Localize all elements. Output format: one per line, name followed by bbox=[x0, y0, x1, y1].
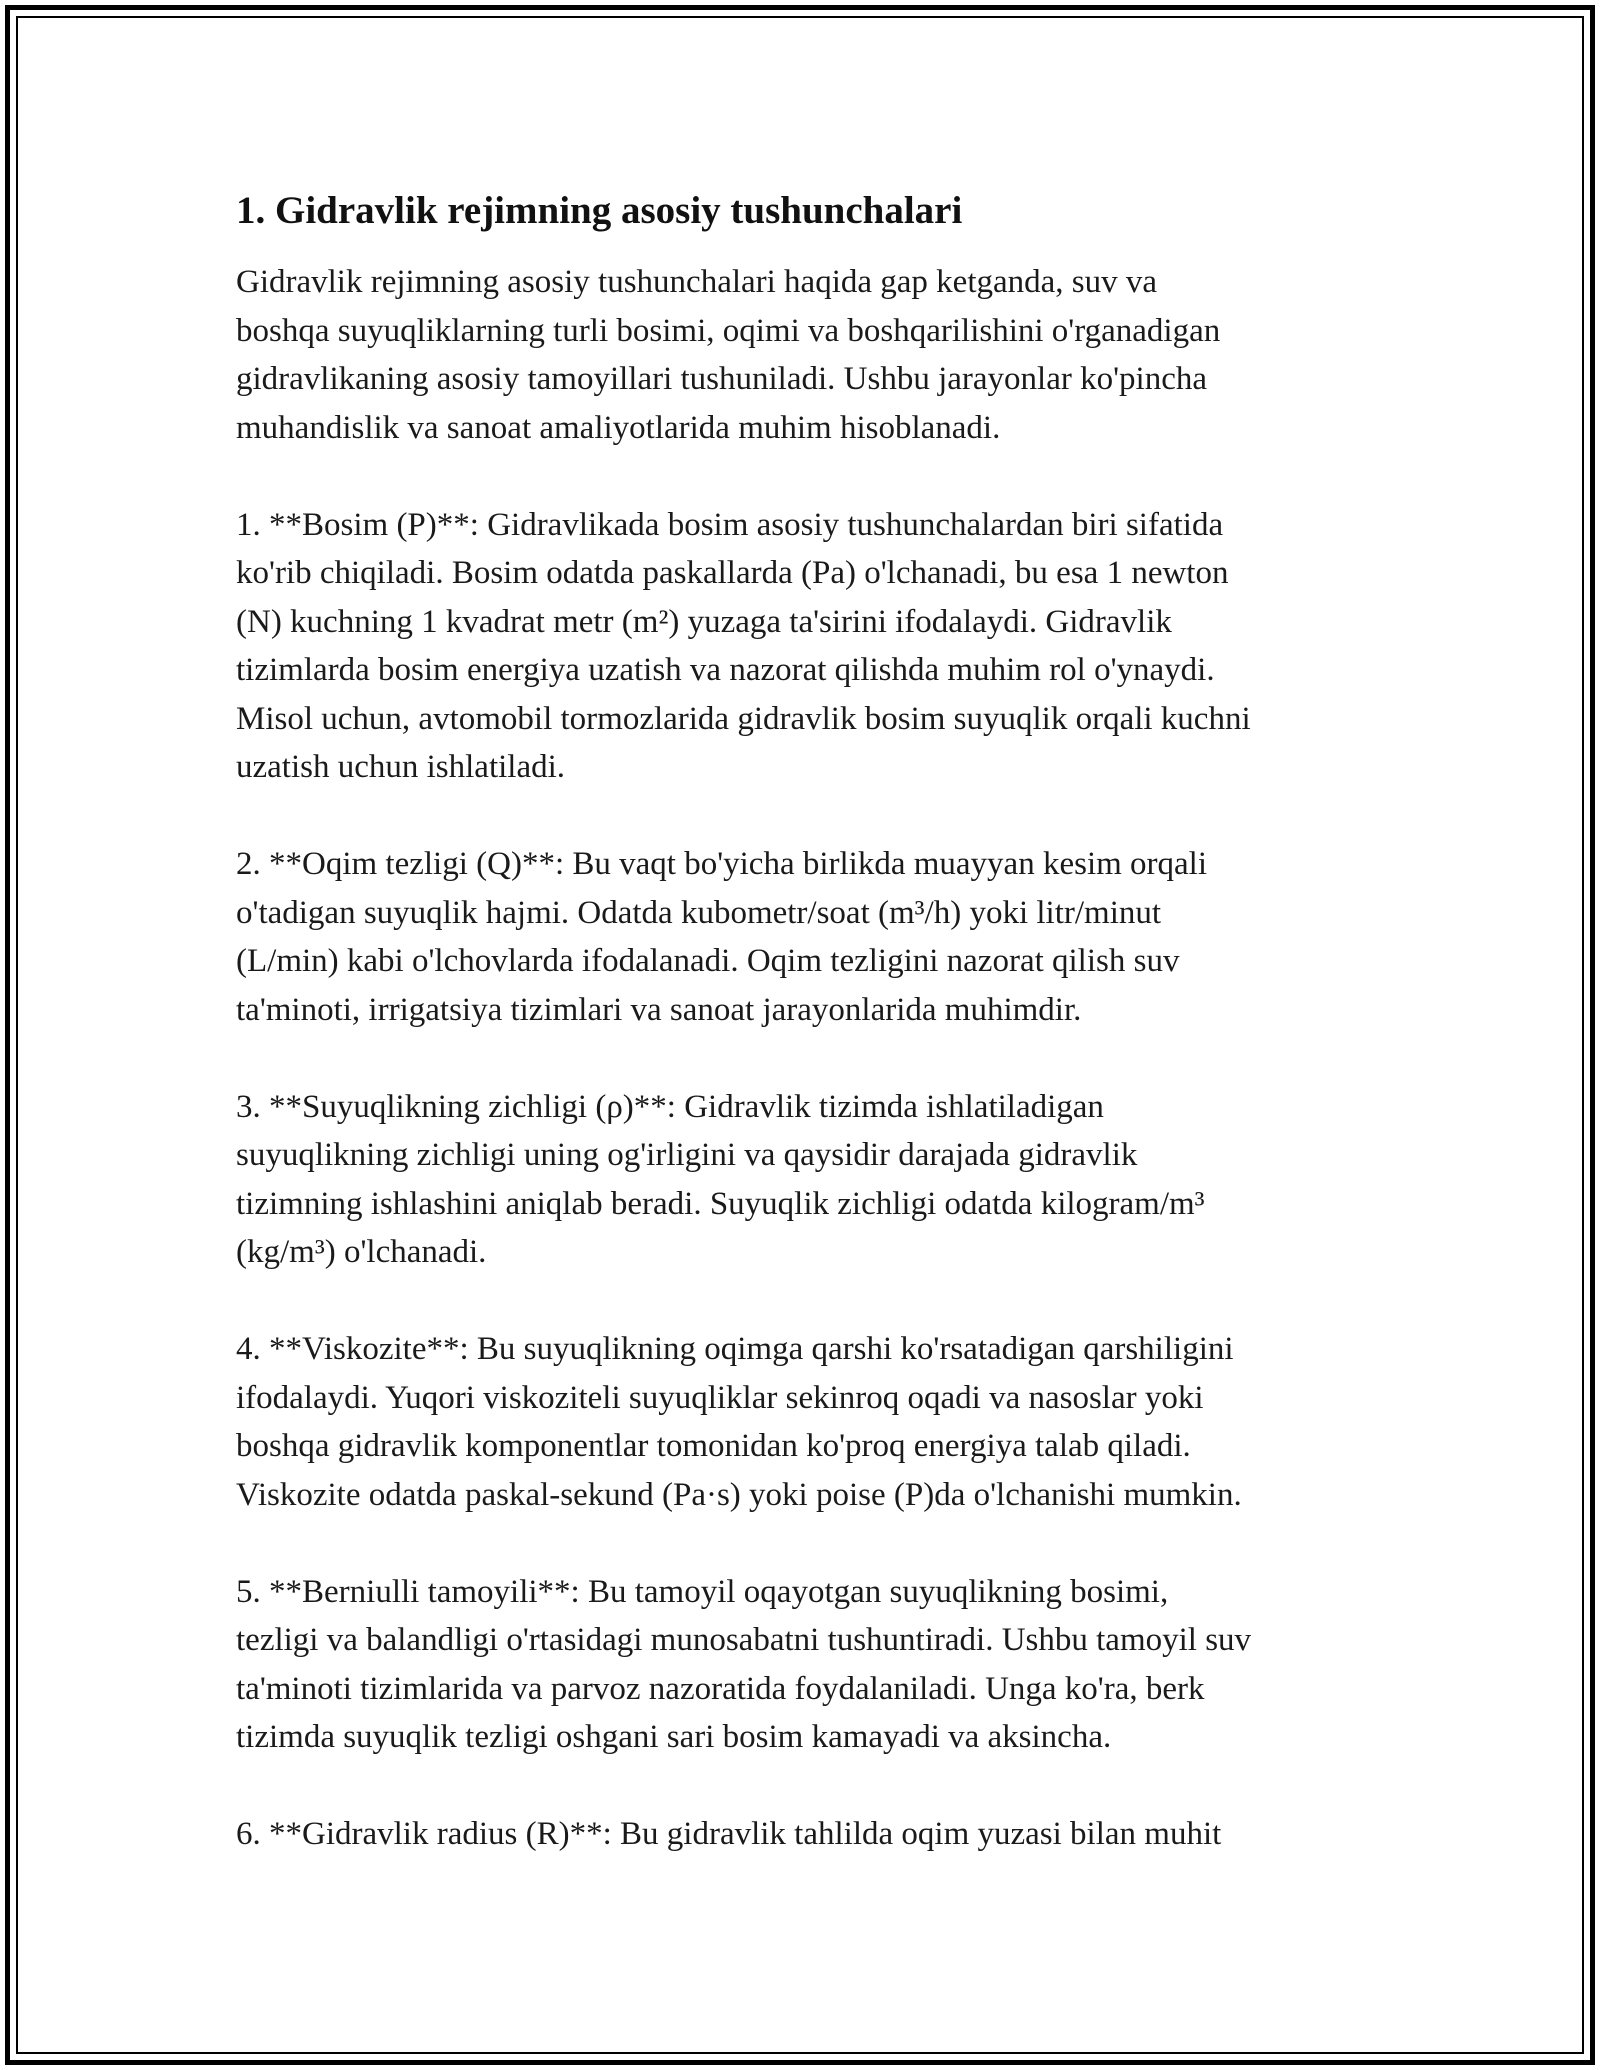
list-item-bernoulli: 5. **Berniulli tamoyili**: Bu tamoyil oqayotgan suyuqlikning bosimi, tezligi va balandligi o'rtasidagi munosabatni tushuntiradi. Ushbu tamoyil suv ta'minoti tizimlarida va parvoz nazoratida foydalaniladi. Unga ko'ra, berk tizimda suyuqlik tezligi oshgani sari bosim kamayadi va aksincha. bbox=[236, 1573, 1252, 1755]
list-item-hydraulic-radius: 6. **Gidravlik radius (R)**: Bu gidravlik tahlilda oqim yuzasi bilan muhit bbox=[236, 1816, 1222, 1852]
list-item-pressure: 1. **Bosim (P)**: Gidravlikada bosim asosiy tushunchalardan biri sifatida ko'rib chiqiladi. Bosim odatda paskallarda (Pa) o'lchanadi, bu esa 1 newton (N) kuchning 1 kvadrat metr (m²) yuzaga ta'sirini ifodalaydi. Gidravlik tizimlarda bosim energiya uzatish va nazorat qilishda muhim rol o'ynaydi. Misol uchun, avtomobil tormozlarida gidravlik bosim suyuqlik orqali kuchni uzatish uchun ishlatiladi. bbox=[236, 506, 1251, 785]
intro-paragraph: Gidravlik rejimning asosiy tushunchalari haqida gap ketganda, suv va boshqa suyuqliklarning turli bosimi, oqimi va boshqarilishini o'rganadigan gidravlikaning asosiy tamoyillari tushuniladi. Ushbu jarayonlar ko'pincha muhandislik va sanoat amaliyotlarida muhim hisoblanadi. bbox=[236, 264, 1221, 446]
list-item-flow-rate: 2. **Oqim tezligi (Q)**: Bu vaqt bo'yicha birlikda muayyan kesim orqali o'tadigan suyuqlik hajmi. Odatda kubometr/soat (m³/h) yoki litr/minut (L/min) kabi o'lchovlarda ifodalanadi. Oqim tezligini nazorat qilish suv ta'minoti, irrigatsiya tizimlari va sanoat jarayonlarida muhimdir. bbox=[236, 846, 1208, 1028]
document-body bbox=[236, 186, 1386, 1859]
list-item-density: 3. **Suyuqlikning zichligi (ρ)**: Gidravlik tizimda ishlatiladigan suyuqlikning zichligi uning og'irligini va qaysidir darajada gidravlik tizimning ishlashini aniqlab beradi. Suyuqlik zichligi odatda kilogram/m³ (kg/m³) o'lchanadi. bbox=[236, 1088, 1205, 1270]
document-title: 1. Gidravlik rejimning asosiy tushunchalari bbox=[236, 189, 963, 232]
list-item-viscosity: 4. **Viskozite**: Bu suyuqlikning oqimga qarshi ko'rsatadigan qarshiligini ifodalaydi. Yuqori viskoziteli suyuqliklar sekinroq oqadi va nasoslar yoki boshqa gidravlik komponentlar tomonidan ko'proq energiya talab qiladi. Viskozite odatda paskal-sekund (Pa·s) yoki poise (P)da o'lchanishi mumkin. bbox=[236, 1331, 1242, 1513]
